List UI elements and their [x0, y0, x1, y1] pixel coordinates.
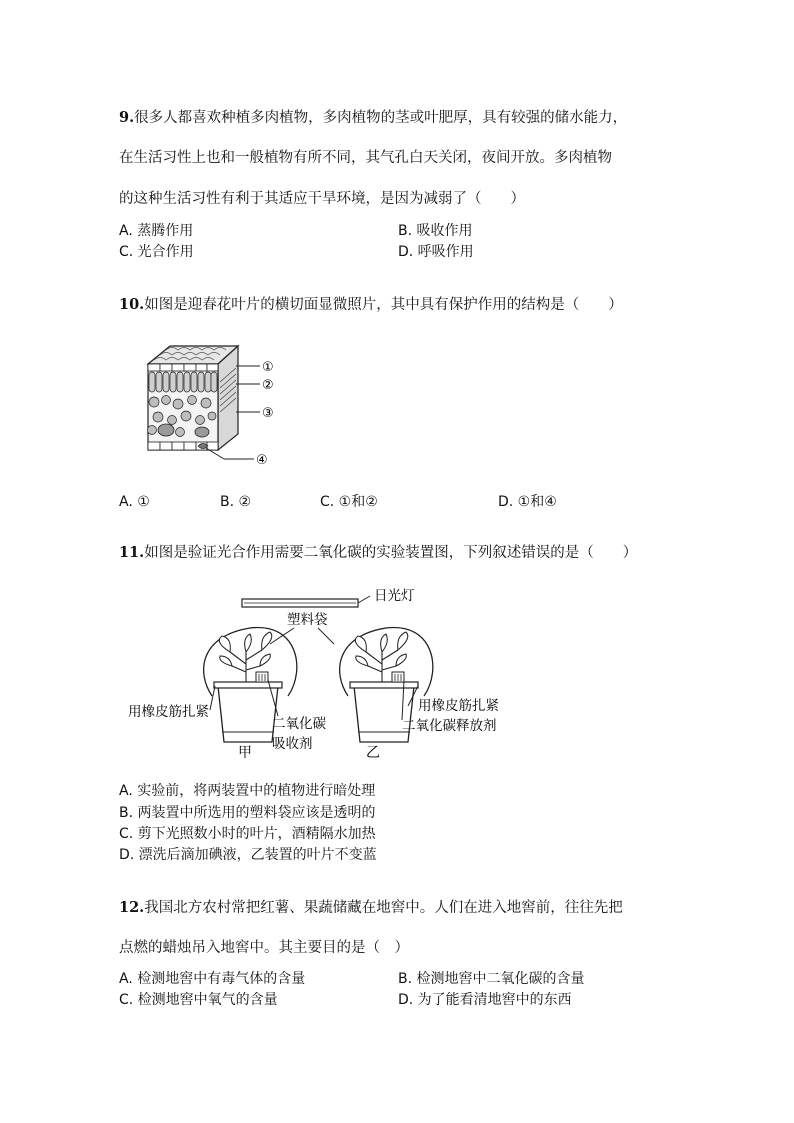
q12-option-a[interactable]: A. 检测地窖中有毒气体的含量	[119, 971, 306, 987]
releaser-label: 二氧化碳释放剂	[402, 718, 497, 734]
q9-stem-2: 在生活习性上也和一般植物有所不同，其气孔白天关闭，夜间开放。多肉植物	[119, 150, 612, 166]
label-2: ②	[262, 378, 274, 393]
q9-stem-3: 的这种生活习性有利于其适应干旱环境，是因为减弱了（ ）	[119, 191, 525, 207]
q9-number: 9.	[119, 109, 135, 126]
q11-option-c[interactable]: C. 剪下光照数小时的叶片，酒精隔水加热	[119, 826, 376, 842]
q9-option-c[interactable]: C. 光合作用	[119, 244, 194, 260]
q11-stem: 如图是验证光合作用需要二氧化碳的实验装置图，下列叙述错误的是（ ）	[144, 545, 638, 561]
rubber-band-right-label: 用橡皮筋扎紧	[418, 698, 499, 714]
photosynthesis-apparatus-figure	[120, 582, 520, 762]
q12-stem-2: 点燃的蜡烛吊入地窖中。其主要目的是（ ）	[119, 940, 409, 956]
leaf-cross-section-figure	[140, 342, 280, 472]
absorber-label-2: 吸收剂	[272, 736, 313, 752]
q11-stem-line	[119, 544, 637, 562]
q9-option-b[interactable]: B. 吸收作用	[398, 223, 473, 239]
absorber-label-1: 二氧化碳	[272, 716, 326, 732]
q11-option-a[interactable]: A. 实验前，将两装置中的植物进行暗处理	[119, 783, 376, 799]
q10-option-d[interactable]: D. ①和④	[498, 494, 557, 510]
q10-number: 10.	[119, 296, 145, 313]
rubber-band-left-label: 用橡皮筋扎紧	[128, 704, 209, 720]
q12-option-d[interactable]: D. 为了能看清地窖中的东西	[398, 992, 572, 1008]
q10-stem-line	[119, 296, 623, 314]
label-4: ④	[256, 453, 268, 468]
q10-option-c[interactable]: C. ①和②	[320, 494, 378, 510]
q12-number: 12.	[119, 899, 145, 916]
q11-option-b[interactable]: B. 两装置中所选用的塑料袋应该是透明的	[119, 805, 376, 821]
bag-label: 塑料袋	[287, 612, 328, 628]
q11-number: 11.	[119, 544, 145, 561]
q12-option-c[interactable]: C. 检测地窖中氧气的含量	[119, 992, 278, 1008]
q10-option-a[interactable]: A. ①	[119, 494, 150, 510]
q9-option-a[interactable]: A. 蒸腾作用	[119, 223, 194, 239]
q9-stem-1: 很多人都喜欢种植多肉植物，多肉植物的茎或叶肥厚，具有较强的储水能力，	[134, 110, 628, 126]
q12-stem-1: 我国北方农村常把红薯、果蔬储藏在地窖中。人们在进入地窖前，往往先把	[144, 900, 623, 916]
q12-option-b[interactable]: B. 检测地窖中二氧化碳的含量	[398, 971, 585, 987]
q11-option-d[interactable]: D. 漂洗后滴加碘液，乙装置的叶片不变蓝	[119, 847, 377, 863]
label-3: ③	[262, 406, 274, 421]
lamp-label: 日光灯	[374, 588, 415, 604]
q12-line1	[119, 899, 623, 917]
jia-label: 甲	[238, 745, 252, 761]
q10-option-b[interactable]: B. ②	[220, 494, 252, 510]
q10-stem: 如图是迎春花叶片的横切面显微照片，其中具有保护作用的结构是（ ）	[144, 297, 623, 313]
yi-label: 乙	[366, 745, 380, 761]
q9-line1	[119, 109, 627, 127]
label-1: ①	[262, 360, 274, 375]
q9-option-d[interactable]: D. 呼吸作用	[398, 244, 474, 260]
